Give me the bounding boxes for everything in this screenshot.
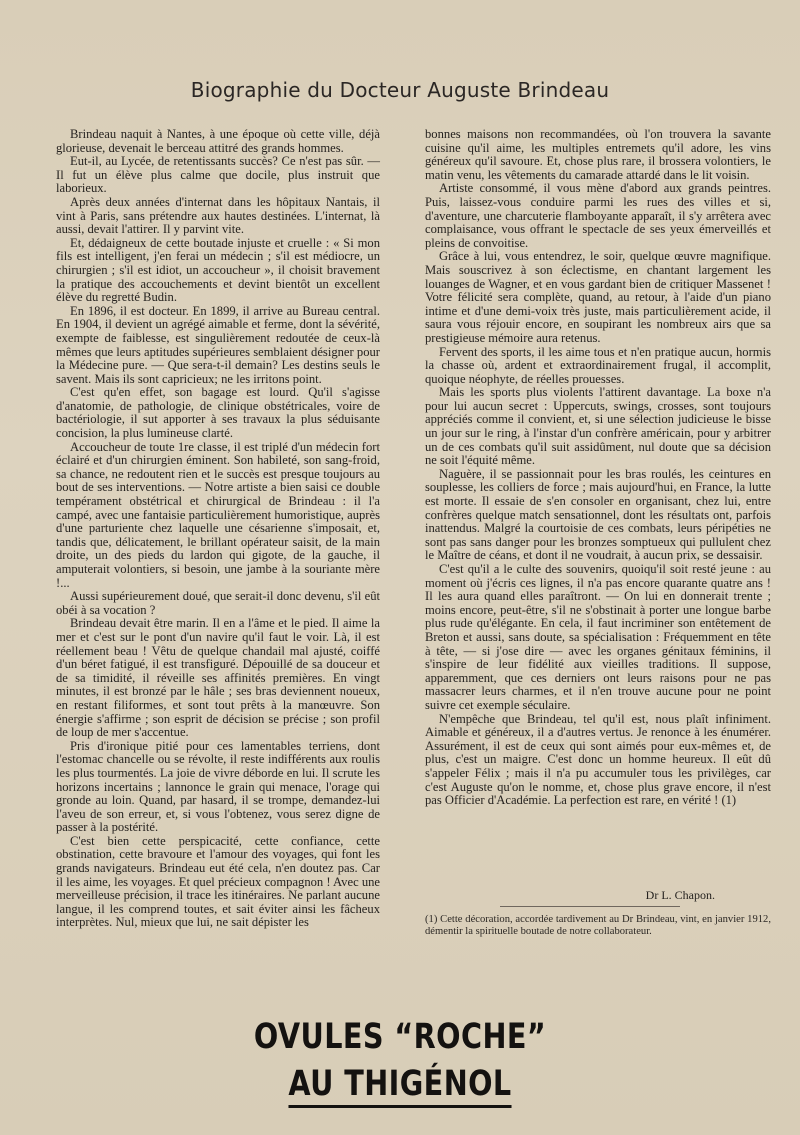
paragraph: C'est qu'en effet, son bagage est lourd. Qu'il s'agisse d'anatomie, de pathologie, de clinique obstétricales, voire de bactériologie, il sut apporter à ses travaux la plus séduisante concision, la plus lumineuse clarté. (56, 385, 380, 441)
paragraph: C'est qu'il a le culte des souvenirs, quoiqu'il soit resté jeune : au moment où j'écris ces lignes, il n'a pas encore quarante quatre ans ! Il les aura quand elles paraîtront. — On lui en donnerait trente ; moins encore, peut-être, s'il ne s'obstinait à porter une longue barbe plus rude qu'élégante. En cela, il faut incriminer son entêtement de Breton et aussi, sans doute, sa spécialisation : Fréquemment en tête à tête, — si j'ose dire — avec les organes génitaux féminins, il s'inspire de leur fidélité aux vieilles traditions. Il suppose, apparemment, que ces derniers ont leurs raisons pour ne pas massacrer leurs charmes, et il n'en trouve aucune pour ne point suivre cet exemple séculaire. (425, 562, 771, 712)
paragraph: Brindeau naquit à Nantes, à une époque où cette ville, déjà glorieuse, devenait le berceau attitré des grands hommes. (56, 127, 380, 155)
footnote-divider (500, 906, 680, 907)
paragraph: Artiste consommé, il vous mène d'abord aux grands peintres. Puis, laissez-vous conduire parmi les rues des villes et si, d'aventure, une charcuterie flamboyante apparaît, il s'y arrêtera avec complaisance, vous offrant le spectacle de ses yeux émerveillés et pleins de convoitise. (425, 181, 771, 250)
paragraph: Après deux années d'internat dans les hôpitaux Nantais, il vint à Paris, sans prétendre aux hautes destinées. L'internat, là aussi, devait l'attirer. Il y parvint vite. (56, 194, 380, 237)
paragraph: Naguère, il se passionnait pour les bras roulés, les ceintures en souplesse, les colliers de force ; mais aujourd'hui, en France, la lutte est morte. Il essaie de s'en consoler en organisant, chez lui, entre confrères quelque match sensationnel, dont les résultats ont, parfois inattendus. Malgré la courtoisie de ces combats, leurs péripéties ne sont pas sans danger pour les bronzes somptueux qui pullulent chez le Maître de céans, et dont il ne voudrait, à aucun prix, se dessaisir. (425, 466, 771, 563)
advert-line-2-text: AU THIGÉNOL (288, 1064, 511, 1108)
paragraph: N'empêche que Brindeau, tel qu'il est, nous plaît infiniment. Aimable et généreux, il a d'autres vertus. Je renonce à les énumérer. Assurément, il est de ceux qui sont aimés pour eux-mêmes et, de plus, c'est un maigre. C'est donc un homme heureux. Il eût dû s'appeler Félix ; mais il n'a pu accumuler tous les privilèges, car c'est Auguste qu'on le nomme, et, chose plus grave encore, il n'est pas Officier d'Académie. La perfection est rare, en vérité ! (1) (425, 711, 771, 808)
paragraph: Eut-il, au Lycée, de retentissants succès? Ce n'est pas sûr. — Il fut un élève plus calme que docile, plus instruit que laborieux. (56, 154, 380, 196)
signature: Dr L. Chapon. (645, 888, 715, 902)
paragraph: Fervent des sports, il les aime tous et n'en pratique aucun, hormis la chasse où, ardent et extraordinairement frugal, il accomplit, quoique néophyte, de réelles prouesses. (425, 344, 771, 386)
advert-line-1: OVULES “ROCHE” (253, 1017, 547, 1057)
paragraph: bonnes maisons non recommandées, où l'on trouvera la savante cuisine qu'il aime, les multiples entremets qu'il adore, les vins généreux qu'il savoure. Et, chose plus rare, il brossera volontiers, le matin venu, les vêtements du camarade attardé dans le lit voisin. (425, 127, 771, 182)
paragraph: C'est bien cette perspicacité, cette confiance, cette obstination, cette bravoure et l'amour des voyages, qui font les grands navigateurs. Brindeau eut été cela, n'en doutez pas. Car il les aime, les voyages. Et quel précieux compagnon ! Avec une merveilleuse précision, il trace les itinéraires. Ne parlant aucune langue, il les comprend toutes, et sait éviter ainsi les fâcheux interprètes. Nul, mieux que lui, ne sait dépister les (56, 833, 380, 930)
paragraph: Mais les sports plus violents l'attirent davantage. La boxe n'a pour lui aucun secret : Uppercuts, swings, crosses, sont toujours appréciés comme il convient, et, si une sélection judicieuse le bisse un jour sur le ring, à l'instar d'un confrère américain, pour y arbitrer un de ces combats qu'il suit assidûment, nul doute que sa décision ne soit l'équité même. (425, 385, 771, 468)
paragraph: Accoucheur de toute 1re classe, il est triplé d'un médecin fort éclairé et d'un chirurgien éminent. Son habileté, son sang-froid, sa chance, ne redoutent rien et le succès est presque toujours au bout de ses interventions. — Notre artiste a bien saisi ce double tempérament obstétrical et chirurgical de Brindeau : il l'a campé, avec une fantaisie particulièrement humoristique, auprès d'une parturiente chez laquelle une césarienne s'imposait, et, tandis que, délicatement, le brillant opérateur saisit, de la main droite, un des pieds du lardon qui gigote, de la gauche, il amputerait volontiers, si besoin, une jambe à la souriante mère !... (56, 439, 380, 590)
paragraph: Brindeau devait être marin. Il en a l'âme et le pied. Il aime la mer et c'est sur le pont d'un navire qu'il faut le voir. Là, il est réellement beau ! Vêtu de quelque chandail mal ajusté, coiffé d'un béret fatigué, il est transfiguré. Dépouillé de sa douceur et de sa timidité, il réveille ses affinités premières. En vingt minutes, il est bronzé par le hâle ; ses bras deviennent noueux, en restant filiformes, et sont tout prêts à la manœuvre. Son énergie s'affirme ; son esprit de décision se précise ; son profil de loup de mer s'accentue. (56, 616, 380, 740)
paragraph: Grâce à lui, vous entendrez, le soir, quelque œuvre magnifique. Mais souscrivez à son éclectisme, en chantant largement les louanges de Wagner, et en vous gardant bien de critiquer Massenet ! Votre félicité sera complète, quand, au retour, à l'aide d'un piano intime et d'une demi-voix très juste, mais particulièrement acide, il saura vous réjouir encore, en soupirant les nombreux airs que sa prestigieuse mémoire aura retenus. (425, 249, 771, 345)
right-column (425, 128, 771, 808)
paragraph: Aussi supérieurement doué, que serait-il donc devenu, s'il eût obéi à sa vocation ? (56, 589, 380, 617)
paragraph: Pris d'ironique pitié pour ces lamentables terriens, dont l'estomac chancelle ou se révolte, il reste indifférents aux roulis les plus tourmentés. La joie de vivre déborde en lui. Il scrute les horizons incertains ; lannonce le grain qui menace, l'orage qui gronde au loin. Quand, par hasard, il se trompe, demandez-lui l'aveu de son erreur, et, si vous l'obtenez, vous serez digne de passer à la postérité. (56, 738, 380, 835)
left-column (56, 128, 380, 930)
paragraph: Et, dédaigneux de cette boutade injuste et cruelle : « Si mon fils est intelligent, j'en ferai un médecin ; s'il est médiocre, un chirurgien ; s'il est idiot, un accoucheur », il choisit bravement la pratique des accouchements et devint bientôt un excellent élève du regretté Budin. (56, 235, 380, 305)
page-title: Biographie du Docteur Auguste Brindeau (190, 78, 610, 102)
footnote: (1) Cette décoration, accordée tardivement au Dr Brindeau, vint, en janvier 1912, démentir la spirituelle boutade de notre collaborateur. (425, 914, 771, 937)
advert-line-2 (72, 1064, 728, 1104)
paragraph: En 1896, il est docteur. En 1899, il arrive au Bureau central. En 1904, il devient un agrégé aimable et ferme, dont la sévérité, exempte de faiblesse, est singulièrement redoutée de ceux-là mêmes que leurs aptitudes supérieures semblaient désigner pour la Médecine pure. — Que sera-t-il demain? Les destins seuls le savent. Mais ils sont capricieux; ne les irritons point. (56, 303, 380, 386)
